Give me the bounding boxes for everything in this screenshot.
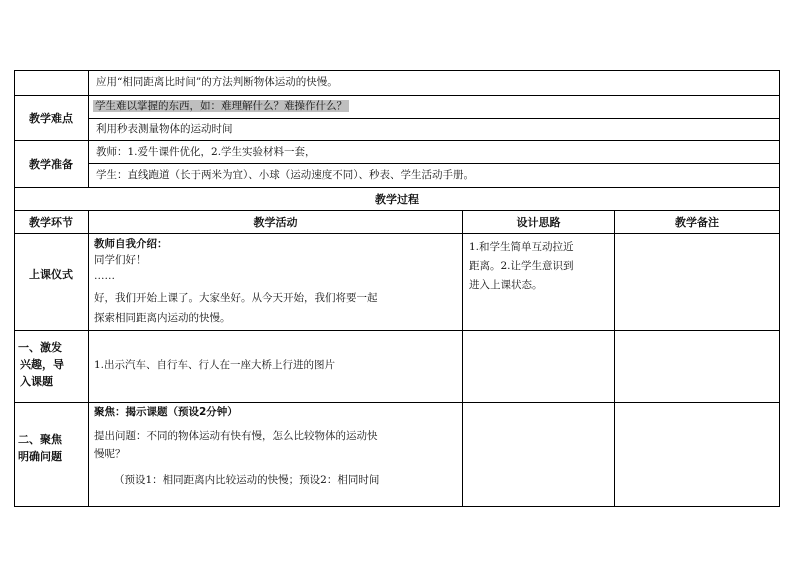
row-line-4 <box>88 163 780 164</box>
prep-label: 教学准备 <box>29 158 73 171</box>
row-line-1 <box>14 95 780 96</box>
header-note: 教学备注 <box>675 216 719 229</box>
goal-text: 应用“相同距离比时间”的方法判断物体运动的快慢。 <box>96 76 338 88</box>
row3-activity-line: （预设1：相同距离内比较运动的快慢；预设2：相同时间 <box>114 474 380 486</box>
row1-design <box>469 238 574 295</box>
row3-activity-line: 慢呢？ <box>94 448 126 460</box>
row3-activity <box>94 404 379 489</box>
label-divider-top <box>88 70 89 187</box>
row1-design-line: 进入上课状态。 <box>469 279 543 291</box>
table-top-border <box>14 70 780 71</box>
header-stage: 教学环节 <box>29 216 73 229</box>
row3-stage <box>18 431 62 465</box>
row3-activity-title: 聚焦：揭示课题（预设2分钟） <box>94 406 238 418</box>
row1-activity <box>94 236 378 326</box>
col-line-2 <box>462 210 463 507</box>
table-bottom-border <box>14 506 780 507</box>
row1-activity-line: 教师自我介绍： <box>94 238 168 250</box>
row-line-2 <box>88 118 780 119</box>
row3-stage-line: 明确问题 <box>18 450 62 463</box>
difficulty-highlight <box>93 98 349 114</box>
row-line-8 <box>14 330 780 331</box>
row3-activity-line: 提出问题：不同的物体运动有快有慢，怎么比较物体的运动快 <box>94 430 378 442</box>
row2-stage-line: 兴趣，导 <box>20 358 64 371</box>
row-line-7 <box>14 233 780 234</box>
difficulty-highlight-text: 学生难以掌握的东西，如：难理解什么？难操作什么？ <box>95 100 347 112</box>
row1-activity-line: …… <box>94 270 115 282</box>
row2-stage-line: 一、激发 <box>18 341 62 354</box>
row1-stage: 上课仪式 <box>29 268 73 281</box>
header-activity: 教学活动 <box>253 216 298 229</box>
prep-teacher: 教师：1.爱牛课件优化，2.学生实验材料一套， <box>96 146 316 158</box>
row3-stage-line: 二、聚焦 <box>18 433 62 446</box>
table-right-border <box>779 70 780 507</box>
prep-student: 学生：直线跑道（长于两米为宜）、小球（运动速度不同）、秒表、学生活动手册。 <box>96 169 474 181</box>
row-line-9 <box>14 402 780 403</box>
process-title: 教学过程 <box>375 193 419 206</box>
row2-stage <box>18 339 64 390</box>
row1-activity-line: 好，我们开始上课了。大家坐好。从今天开始，我们将要一起 <box>94 292 378 304</box>
col-line-1 <box>88 210 89 507</box>
header-design: 设计思路 <box>516 216 561 229</box>
row1-design-line: 1.和学生简单互动拉近 <box>469 241 574 253</box>
row2-activity: 1.出示汽车、自行车、行人在一座大桥上行进的图片 <box>94 359 336 371</box>
col-line-3 <box>614 210 615 507</box>
difficulty-text: 利用秒表测量物体的运动时间 <box>96 123 233 135</box>
difficulty-label: 教学难点 <box>29 112 73 125</box>
row1-design-line: 距离。2.让学生意识到 <box>469 260 574 272</box>
row-line-3 <box>14 140 780 141</box>
row2-stage-line: 入课题 <box>20 375 53 388</box>
row1-activity-line: 同学们好！ <box>94 254 147 266</box>
row1-activity-line: 探索相同距离内运动的快慢。 <box>94 312 231 324</box>
